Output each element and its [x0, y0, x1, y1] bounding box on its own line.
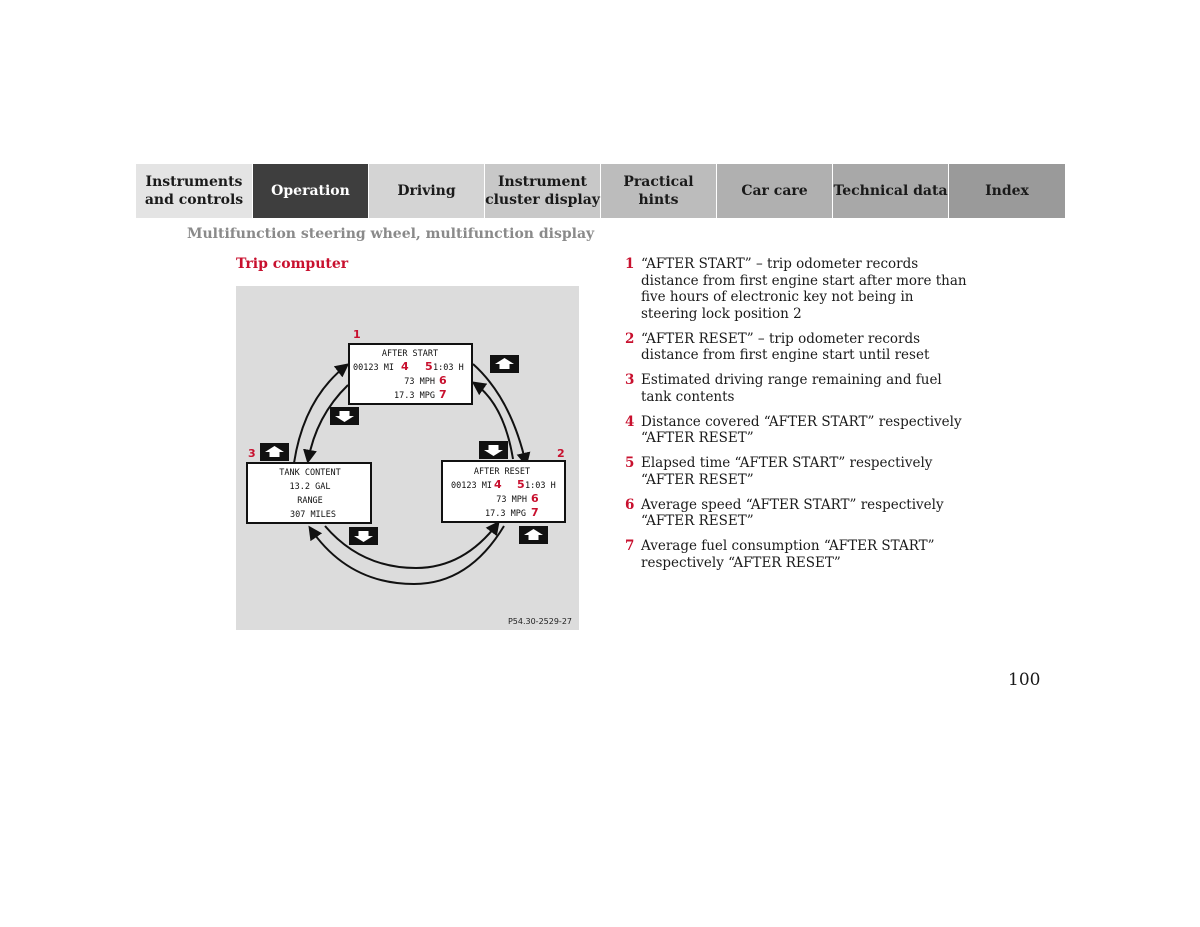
legend-number: 6 — [625, 496, 635, 513]
tank-amount: 13.2 GAL — [289, 482, 331, 492]
legend-number: 2 — [625, 330, 635, 347]
after-reset-title: AFTER RESET — [473, 467, 531, 477]
tab-instrument-cluster-display[interactable]: Instrument cluster display — [485, 164, 601, 218]
tab-instruments-and-controls[interactable]: Instruments and controls — [136, 164, 253, 218]
tank-range-value: 307 MILES — [289, 510, 337, 520]
legend-text: Elapsed time “AFTER START” respectively “AFTER RESET” — [641, 455, 933, 488]
cycle-arrow-reset-to-tank-outer — [310, 526, 504, 584]
after-start-time: 1:03 H — [433, 363, 464, 373]
legend-item — [625, 497, 970, 530]
legend-number: 7 — [625, 538, 635, 554]
legend-number: 3 — [625, 372, 635, 388]
tab-technical-data[interactable]: Technical data — [833, 164, 949, 218]
scroll-up-button-icon — [490, 355, 519, 373]
scroll-up-button-icon — [519, 526, 548, 544]
legend-item — [625, 372, 970, 405]
legend-text: Average speed “AFTER START” respectively “AFTER RESET” — [641, 496, 944, 529]
callout-7-reset: 7 — [531, 506, 539, 519]
section-title: Trip computer — [236, 256, 349, 272]
after-reset-consumption: 17.3 MPG — [485, 509, 526, 519]
callout-5-start: 5 — [425, 360, 433, 373]
scroll-up-button-icon — [260, 443, 289, 461]
callout-4-start: 4 — [401, 360, 409, 373]
after-start-speed: 73 MPH — [404, 377, 435, 387]
callout-5-reset: 5 — [517, 478, 525, 491]
tab-index[interactable]: Index — [949, 164, 1065, 218]
scroll-down-button-icon — [349, 527, 378, 545]
scroll-down-button-icon — [479, 441, 508, 459]
legend-number: 1 — [625, 256, 635, 272]
legend-text: Average fuel consumption “AFTER START” respectively “AFTER RESET” — [641, 538, 935, 571]
tab-operation[interactable]: Operation — [253, 164, 369, 218]
legend-text: Distance covered “AFTER START” respectively “AFTER RESET” — [641, 413, 962, 446]
page-number: 100 — [1008, 670, 1041, 690]
breadcrumb: Multifunction steering wheel, multifunction display — [187, 226, 595, 242]
legend-item — [625, 331, 970, 364]
legend-number: 4 — [625, 413, 635, 430]
after-reset-distance: 00123 MI — [451, 481, 492, 491]
legend-text: Estimated driving range remaining and fuel tank contents — [641, 372, 942, 405]
after-start-consumption: 17.3 MPG — [394, 391, 435, 401]
tab-driving[interactable]: Driving — [369, 164, 485, 218]
after-start-distance: 00123 MI — [353, 363, 394, 373]
after-reset-speed: 73 MPH — [496, 495, 527, 505]
callout-6-reset: 6 — [531, 492, 539, 505]
legend-item — [625, 538, 970, 571]
legend-text: “AFTER START” – trip odometer records distance from first engine start after more than five hours of electronic key not being in steering lock position 2 — [641, 256, 967, 322]
after-start-title: AFTER START — [381, 349, 439, 359]
legend-item — [625, 414, 970, 447]
tank-range-label: RANGE — [297, 496, 323, 506]
callout-legend — [625, 256, 970, 580]
callout-4-reset: 4 — [494, 478, 502, 491]
tab-car-care[interactable]: Car care — [717, 164, 833, 218]
trip-computer-figure — [236, 286, 579, 630]
callout-2: 2 — [557, 447, 565, 460]
callout-7-start: 7 — [439, 388, 447, 401]
callout-6-start: 6 — [439, 374, 447, 387]
tank-title: TANK CONTENT — [279, 468, 341, 478]
figure-reference: P54.30-2529-27 — [507, 617, 572, 626]
trip-computer-diagram — [236, 286, 579, 630]
legend-number: 5 — [625, 455, 635, 471]
after-reset-time: 1:03 H — [525, 481, 556, 491]
legend-item — [625, 256, 970, 322]
scroll-down-button-icon — [330, 407, 359, 425]
legend-item — [625, 455, 970, 488]
callout-1: 1 — [353, 328, 361, 341]
legend-text: “AFTER RESET” – trip odometer records distance from first engine start until reset — [641, 330, 930, 363]
chapter-nav — [136, 164, 1065, 218]
callout-3: 3 — [248, 447, 256, 460]
tab-practical-hints[interactable]: Practical hints — [601, 164, 717, 218]
